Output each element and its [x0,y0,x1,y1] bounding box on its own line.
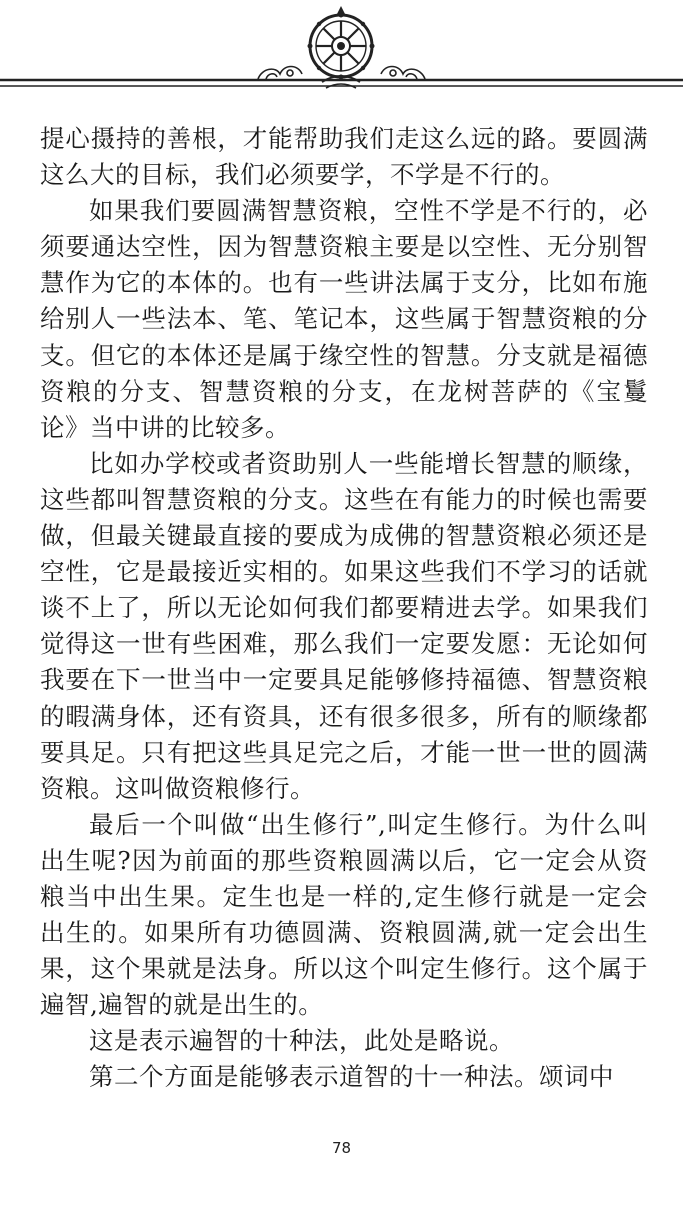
paragraph-5: 这是表示遍智的十种法，此处是略说。 [89,1026,514,1056]
left-cloud-ornament-icon [258,67,302,80]
paragraph-2: 如果我们要圆满智慧资粮，空性不学是不行的，必须要通达空性，因为智慧资粮主要是以空性、无分别智慧作为它的本体的。也有一些讲法属于支分，比如布施给别人一些法本、笔、笔记本，这些属于智慧资粮的分支。但它的本体还是属于缘空性的智慧。分支就是福德资粮的分支、智慧资粮的分支，在龙树菩萨的《宝鬘论》当中讲的比较多。 [40,196,648,442]
paragraph-3: 比如办学校或者资助别人一些能增长智慧的顺缘，这些都叫智慧资粮的分支。这些在有能力的时候也需要做，但最关键最直接的要成为成佛的智慧资粮必须还是空性，它是最接近实相的。如果这些我们不学习的话就谈不上了，所以无论如何我们都要精进去学。如果我们觉得这一世有些困难，那么我们一定要发愿：无论如何我要在下一世当中一定要具足能够修持福德、智慧资粮的暇满身体，还有资具，还有很多很多，所有的顺缘都要具足。只有把这些具足完之后，才能一世一世的圆满资粮。这叫做资粮修行。 [40,448,648,803]
paragraph-4: 最后一个叫做“出生修行”,叫定生修行。为什么叫出生呢?因为前面的那些资粮圆满以后，它一定会从资粮当中出生果。定生也是一样的,定生修行就是一定会出生的。如果所有功德圆满、资粮圆满,就一定会出生果，这个果就是法身。所以这个叫定生修行。这个属于遍智,遍智的就是出生的。 [40,809,648,1020]
page-number: 78 [331,1139,352,1157]
paragraph-1: 提心摄持的善根，才能帮助我们走这么远的路。要圆满这么大的目标，我们必须要学，不学是不行的。 [40,124,648,190]
paragraph-6: 第二个方面是能够表示道智的十一种法。颂词中 [89,1062,614,1092]
header-ornament [0,0,683,110]
page-body [40,121,648,1096]
dharma-wheel-icon [308,6,375,88]
page-header [0,0,683,110]
right-cloud-ornament-icon [381,67,425,80]
